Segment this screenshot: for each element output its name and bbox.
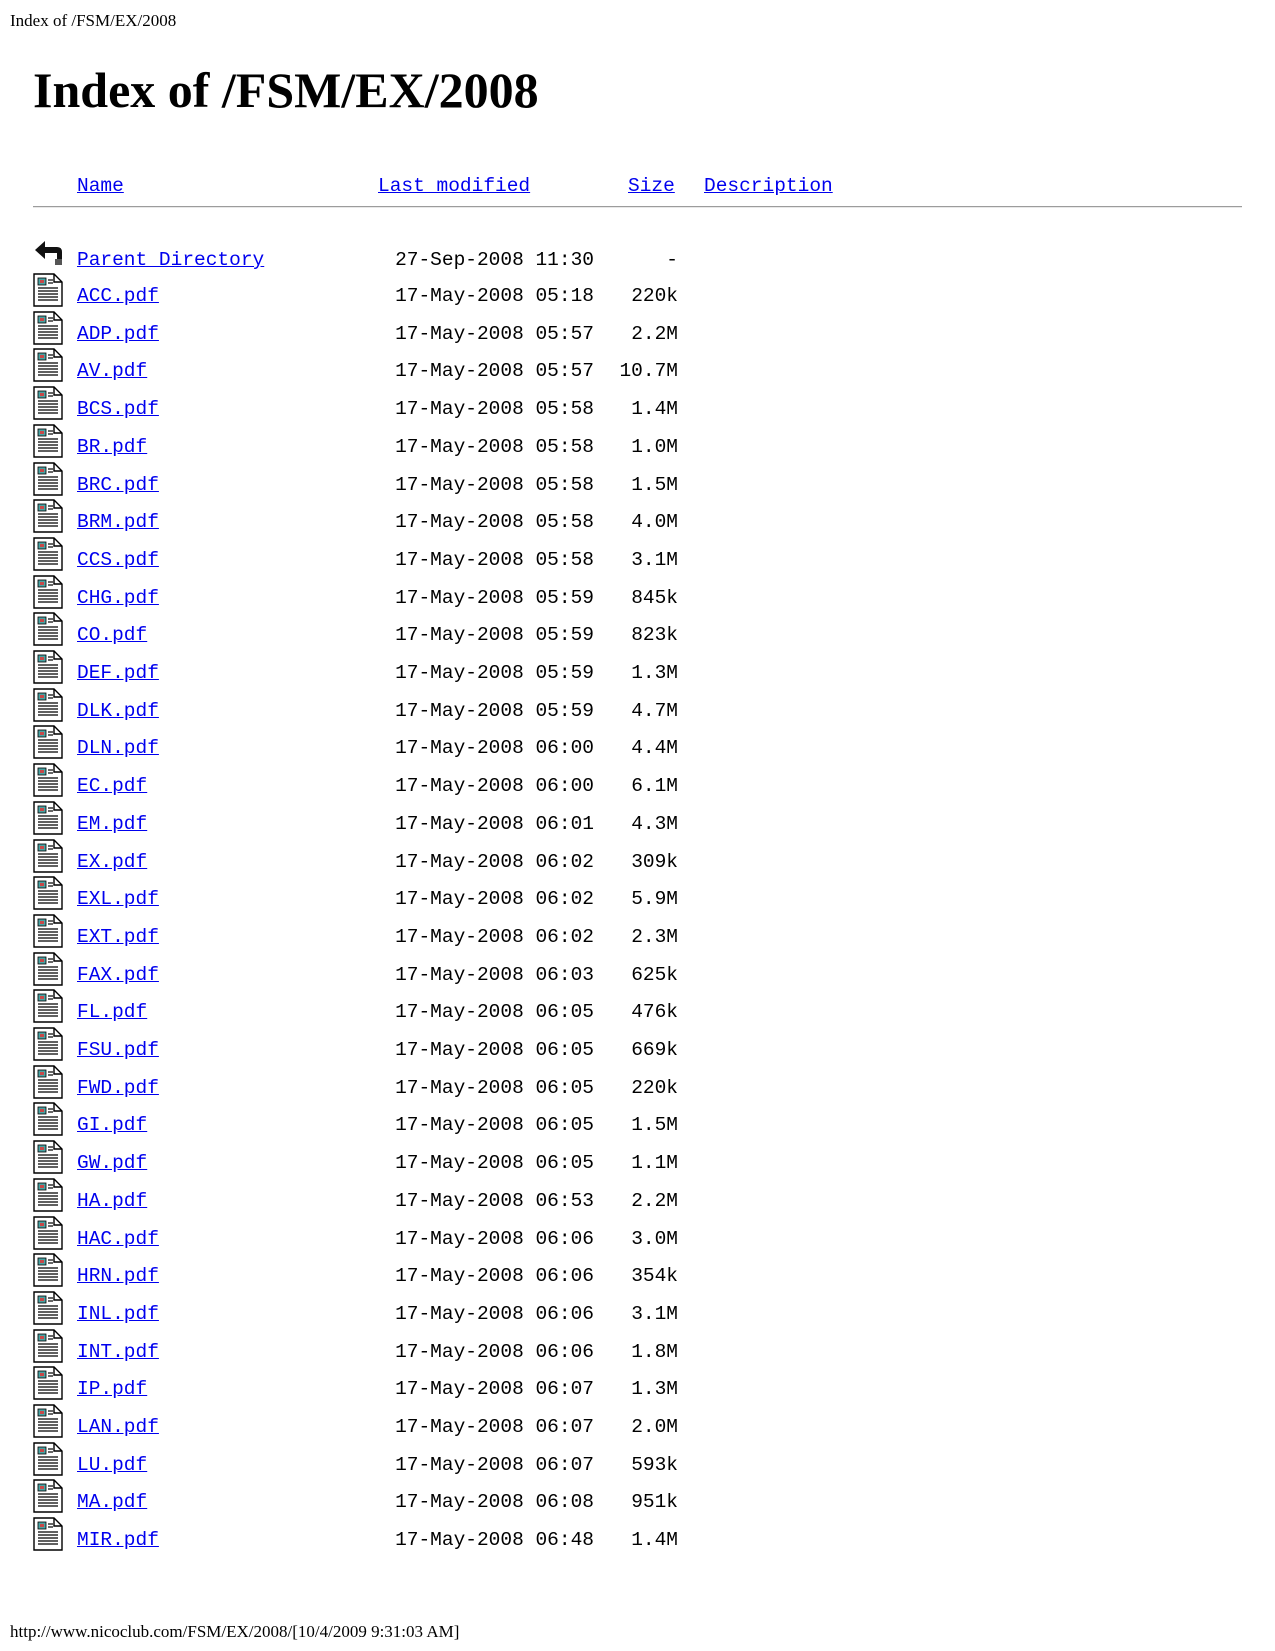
- file-link[interactable]: EXT.pdf: [77, 926, 159, 948]
- file-link[interactable]: BR.pdf: [77, 436, 148, 458]
- file-row: [0, 462, 1275, 499]
- document-icon[interactable]: [33, 1140, 63, 1174]
- file-link[interactable]: FL.pdf: [77, 1001, 148, 1023]
- file-size: 4.4M: [631, 737, 678, 759]
- file-row: [0, 1102, 1275, 1139]
- file-link[interactable]: ADP.pdf: [77, 323, 159, 345]
- file-modified: 17-May-2008 05:58: [395, 511, 594, 533]
- document-icon[interactable]: [33, 537, 63, 571]
- document-icon[interactable]: [33, 499, 63, 533]
- file-modified: 17-May-2008 05:59: [395, 587, 594, 609]
- file-modified: 17-May-2008 06:07: [395, 1416, 594, 1438]
- file-modified: 17-May-2008 06:08: [395, 1491, 594, 1513]
- file-link[interactable]: FSU.pdf: [77, 1039, 159, 1061]
- file-size: 1.8M: [631, 1341, 678, 1363]
- file-link[interactable]: ACC.pdf: [77, 285, 159, 307]
- file-modified: 17-May-2008 05:58: [395, 398, 594, 420]
- sort-by-last-modified-link[interactable]: Last modified: [378, 175, 531, 197]
- file-modified: 17-May-2008 05:58: [395, 549, 594, 571]
- document-icon[interactable]: [33, 424, 63, 458]
- file-link[interactable]: EX.pdf: [77, 851, 148, 873]
- file-link[interactable]: IP.pdf: [77, 1378, 148, 1400]
- file-modified: 17-May-2008 05:57: [395, 360, 594, 382]
- file-size: 10.7M: [619, 360, 678, 382]
- file-row: [0, 575, 1275, 612]
- file-link[interactable]: DLN.pdf: [77, 737, 159, 759]
- file-row: [0, 499, 1275, 536]
- file-size: 4.0M: [631, 511, 678, 533]
- file-modified: 17-May-2008 06:07: [395, 1378, 594, 1400]
- file-row: [0, 273, 1275, 310]
- document-icon[interactable]: [33, 1517, 63, 1551]
- document-icon[interactable]: [33, 348, 63, 382]
- document-icon[interactable]: [33, 688, 63, 722]
- file-size: 3.1M: [631, 549, 678, 571]
- file-size: 476k: [631, 1001, 678, 1023]
- document-icon[interactable]: [33, 1329, 63, 1363]
- file-size: 669k: [631, 1039, 678, 1061]
- file-row: [0, 1065, 1275, 1102]
- file-link[interactable]: AV.pdf: [77, 360, 148, 382]
- file-size: 6.1M: [631, 775, 678, 797]
- file-size: 4.3M: [631, 813, 678, 835]
- document-icon[interactable]: [33, 575, 63, 609]
- file-row: [0, 1216, 1275, 1253]
- file-row: [0, 537, 1275, 574]
- file-size: 1.0M: [631, 436, 678, 458]
- file-link[interactable]: LU.pdf: [77, 1454, 148, 1476]
- file-size: 2.2M: [631, 323, 678, 345]
- file-link[interactable]: CCS.pdf: [77, 549, 159, 571]
- file-modified: 17-May-2008 06:06: [395, 1265, 594, 1287]
- document-icon[interactable]: [33, 763, 63, 797]
- file-modified: 17-May-2008 05:58: [395, 436, 594, 458]
- file-size: 2.3M: [631, 926, 678, 948]
- file-link[interactable]: MIR.pdf: [77, 1529, 159, 1551]
- file-link[interactable]: INT.pdf: [77, 1341, 159, 1363]
- document-icon[interactable]: [33, 839, 63, 873]
- file-link[interactable]: MA.pdf: [77, 1491, 148, 1513]
- file-row: [0, 952, 1275, 989]
- file-modified: 17-May-2008 06:07: [395, 1454, 594, 1476]
- file-modified: 17-May-2008 06:06: [395, 1341, 594, 1363]
- file-row: [0, 1253, 1275, 1290]
- file-modified: 17-May-2008 05:59: [395, 624, 594, 646]
- file-modified: 17-May-2008 05:59: [395, 700, 594, 722]
- file-link[interactable]: FWD.pdf: [77, 1077, 159, 1099]
- document-icon[interactable]: [33, 1366, 63, 1400]
- file-row: [0, 1517, 1275, 1554]
- file-link[interactable]: HA.pdf: [77, 1190, 148, 1212]
- file-row: [0, 650, 1275, 687]
- file-modified: 17-May-2008 06:05: [395, 1114, 594, 1136]
- file-link[interactable]: BRM.pdf: [77, 511, 159, 533]
- file-size: 1.5M: [631, 474, 678, 496]
- document-icon[interactable]: [33, 876, 63, 910]
- file-size: 354k: [631, 1265, 678, 1287]
- file-size: 3.1M: [631, 1303, 678, 1325]
- file-link[interactable]: GI.pdf: [77, 1114, 148, 1136]
- file-row: [0, 348, 1275, 385]
- file-modified: 17-May-2008 06:02: [395, 926, 594, 948]
- header-divider: [33, 206, 1242, 208]
- file-size: 220k: [631, 1077, 678, 1099]
- file-size: 5.9M: [631, 888, 678, 910]
- file-size: 3.0M: [631, 1228, 678, 1250]
- sort-by-name-link[interactable]: Name: [77, 175, 124, 197]
- file-row: [0, 914, 1275, 951]
- file-link[interactable]: EC.pdf: [77, 775, 148, 797]
- file-row: [0, 1027, 1275, 1064]
- file-modified: 17-May-2008 06:00: [395, 737, 594, 759]
- file-size: 625k: [631, 964, 678, 986]
- sort-by-description-link[interactable]: Description: [704, 175, 833, 197]
- file-modified: 17-May-2008 06:02: [395, 851, 594, 873]
- file-row: [0, 839, 1275, 876]
- file-link[interactable]: CHG.pdf: [77, 587, 159, 609]
- file-modified: 17-May-2008 06:05: [395, 1001, 594, 1023]
- document-icon[interactable]: [33, 612, 63, 646]
- file-row: [0, 1366, 1275, 1403]
- document-icon[interactable]: [33, 1291, 63, 1325]
- file-size: 4.7M: [631, 700, 678, 722]
- page-title: Index of /FSM/EX/2008: [33, 62, 539, 118]
- file-row: [0, 876, 1275, 913]
- file-row: [0, 989, 1275, 1026]
- file-size: 1.1M: [631, 1152, 678, 1174]
- file-row: [0, 725, 1275, 762]
- file-row: [0, 1291, 1275, 1328]
- file-size: 2.0M: [631, 1416, 678, 1438]
- file-row: [0, 311, 1275, 348]
- file-size: 1.4M: [631, 1529, 678, 1551]
- document-icon[interactable]: [33, 1027, 63, 1061]
- file-modified: 17-May-2008 06:06: [395, 1303, 594, 1325]
- document-icon[interactable]: [33, 801, 63, 835]
- document-icon[interactable]: [33, 952, 63, 986]
- file-modified: 17-May-2008 06:53: [395, 1190, 594, 1212]
- parent-directory-link[interactable]: Parent Directory: [77, 249, 265, 271]
- file-size: -: [666, 249, 678, 271]
- file-size: 1.4M: [631, 398, 678, 420]
- file-row: [0, 1404, 1275, 1441]
- file-row: [0, 1442, 1275, 1479]
- file-size: 1.5M: [631, 1114, 678, 1136]
- print-header: Index of /FSM/EX/2008: [10, 11, 177, 30]
- file-link[interactable]: FAX.pdf: [77, 964, 159, 986]
- document-icon[interactable]: [33, 725, 63, 759]
- document-icon[interactable]: [33, 311, 63, 345]
- print-footer: http://www.nicoclub.com/FSM/EX/2008/[10/4/2009 9:31:03 AM]: [10, 1622, 460, 1641]
- document-icon[interactable]: [33, 1479, 63, 1513]
- document-icon[interactable]: [33, 989, 63, 1023]
- document-icon[interactable]: [33, 462, 63, 496]
- file-modified: 17-May-2008 06:03: [395, 964, 594, 986]
- document-icon[interactable]: [33, 1216, 63, 1250]
- file-size: 845k: [631, 587, 678, 609]
- file-modified: 17-May-2008 06:05: [395, 1152, 594, 1174]
- file-row: [0, 801, 1275, 838]
- document-icon[interactable]: [33, 1102, 63, 1136]
- file-modified: 17-May-2008 05:58: [395, 474, 594, 496]
- file-modified: 17-May-2008 05:59: [395, 662, 594, 684]
- file-modified: 17-May-2008 06:02: [395, 888, 594, 910]
- file-size: 823k: [631, 624, 678, 646]
- file-size: 951k: [631, 1491, 678, 1513]
- file-modified: 17-May-2008 06:05: [395, 1077, 594, 1099]
- file-size: 593k: [631, 1454, 678, 1476]
- file-modified: 17-May-2008 05:57: [395, 323, 594, 345]
- file-size: 309k: [631, 851, 678, 873]
- file-modified: 17-May-2008 06:01: [395, 813, 594, 835]
- sort-by-size-link[interactable]: Size: [628, 175, 675, 197]
- file-link[interactable]: BCS.pdf: [77, 398, 159, 420]
- file-link[interactable]: INL.pdf: [77, 1303, 159, 1325]
- document-icon[interactable]: [33, 1404, 63, 1438]
- file-modified: 17-May-2008 06:06: [395, 1228, 594, 1250]
- document-icon[interactable]: [33, 1253, 63, 1287]
- file-modified: 17-May-2008 06:00: [395, 775, 594, 797]
- file-size: 1.3M: [631, 662, 678, 684]
- file-row: [0, 688, 1275, 725]
- file-modified: 17-May-2008 06:05: [395, 1039, 594, 1061]
- file-link[interactable]: DLK.pdf: [77, 700, 159, 722]
- file-row: [0, 1140, 1275, 1177]
- file-row: [0, 1479, 1275, 1516]
- file-link[interactable]: CO.pdf: [77, 624, 148, 646]
- file-link[interactable]: LAN.pdf: [77, 1416, 159, 1438]
- file-link[interactable]: GW.pdf: [77, 1152, 148, 1174]
- document-icon[interactable]: [33, 650, 63, 684]
- file-row: [0, 612, 1275, 649]
- file-modified: 17-May-2008 05:18: [395, 285, 594, 307]
- file-link[interactable]: EM.pdf: [77, 813, 148, 835]
- document-icon[interactable]: [33, 914, 63, 948]
- document-icon[interactable]: [33, 273, 63, 307]
- file-link[interactable]: BRC.pdf: [77, 474, 159, 496]
- back-arrow-icon[interactable]: [33, 237, 63, 271]
- file-link[interactable]: EXL.pdf: [77, 888, 159, 910]
- file-link[interactable]: HAC.pdf: [77, 1228, 159, 1250]
- file-row: [0, 763, 1275, 800]
- file-size: 220k: [631, 285, 678, 307]
- file-row: [0, 1329, 1275, 1366]
- parent-directory-row: [0, 237, 1275, 274]
- file-link[interactable]: HRN.pdf: [77, 1265, 159, 1287]
- file-modified: 17-May-2008 06:48: [395, 1529, 594, 1551]
- file-size: 2.2M: [631, 1190, 678, 1212]
- document-icon[interactable]: [33, 1065, 63, 1099]
- file-link[interactable]: DEF.pdf: [77, 662, 159, 684]
- document-icon[interactable]: [33, 1178, 63, 1212]
- file-row: [0, 386, 1275, 423]
- document-icon[interactable]: [33, 386, 63, 420]
- file-row: [0, 1178, 1275, 1215]
- file-modified: 27-Sep-2008 11:30: [395, 249, 594, 271]
- document-icon[interactable]: [33, 1442, 63, 1476]
- file-row: [0, 424, 1275, 461]
- file-size: 1.3M: [631, 1378, 678, 1400]
